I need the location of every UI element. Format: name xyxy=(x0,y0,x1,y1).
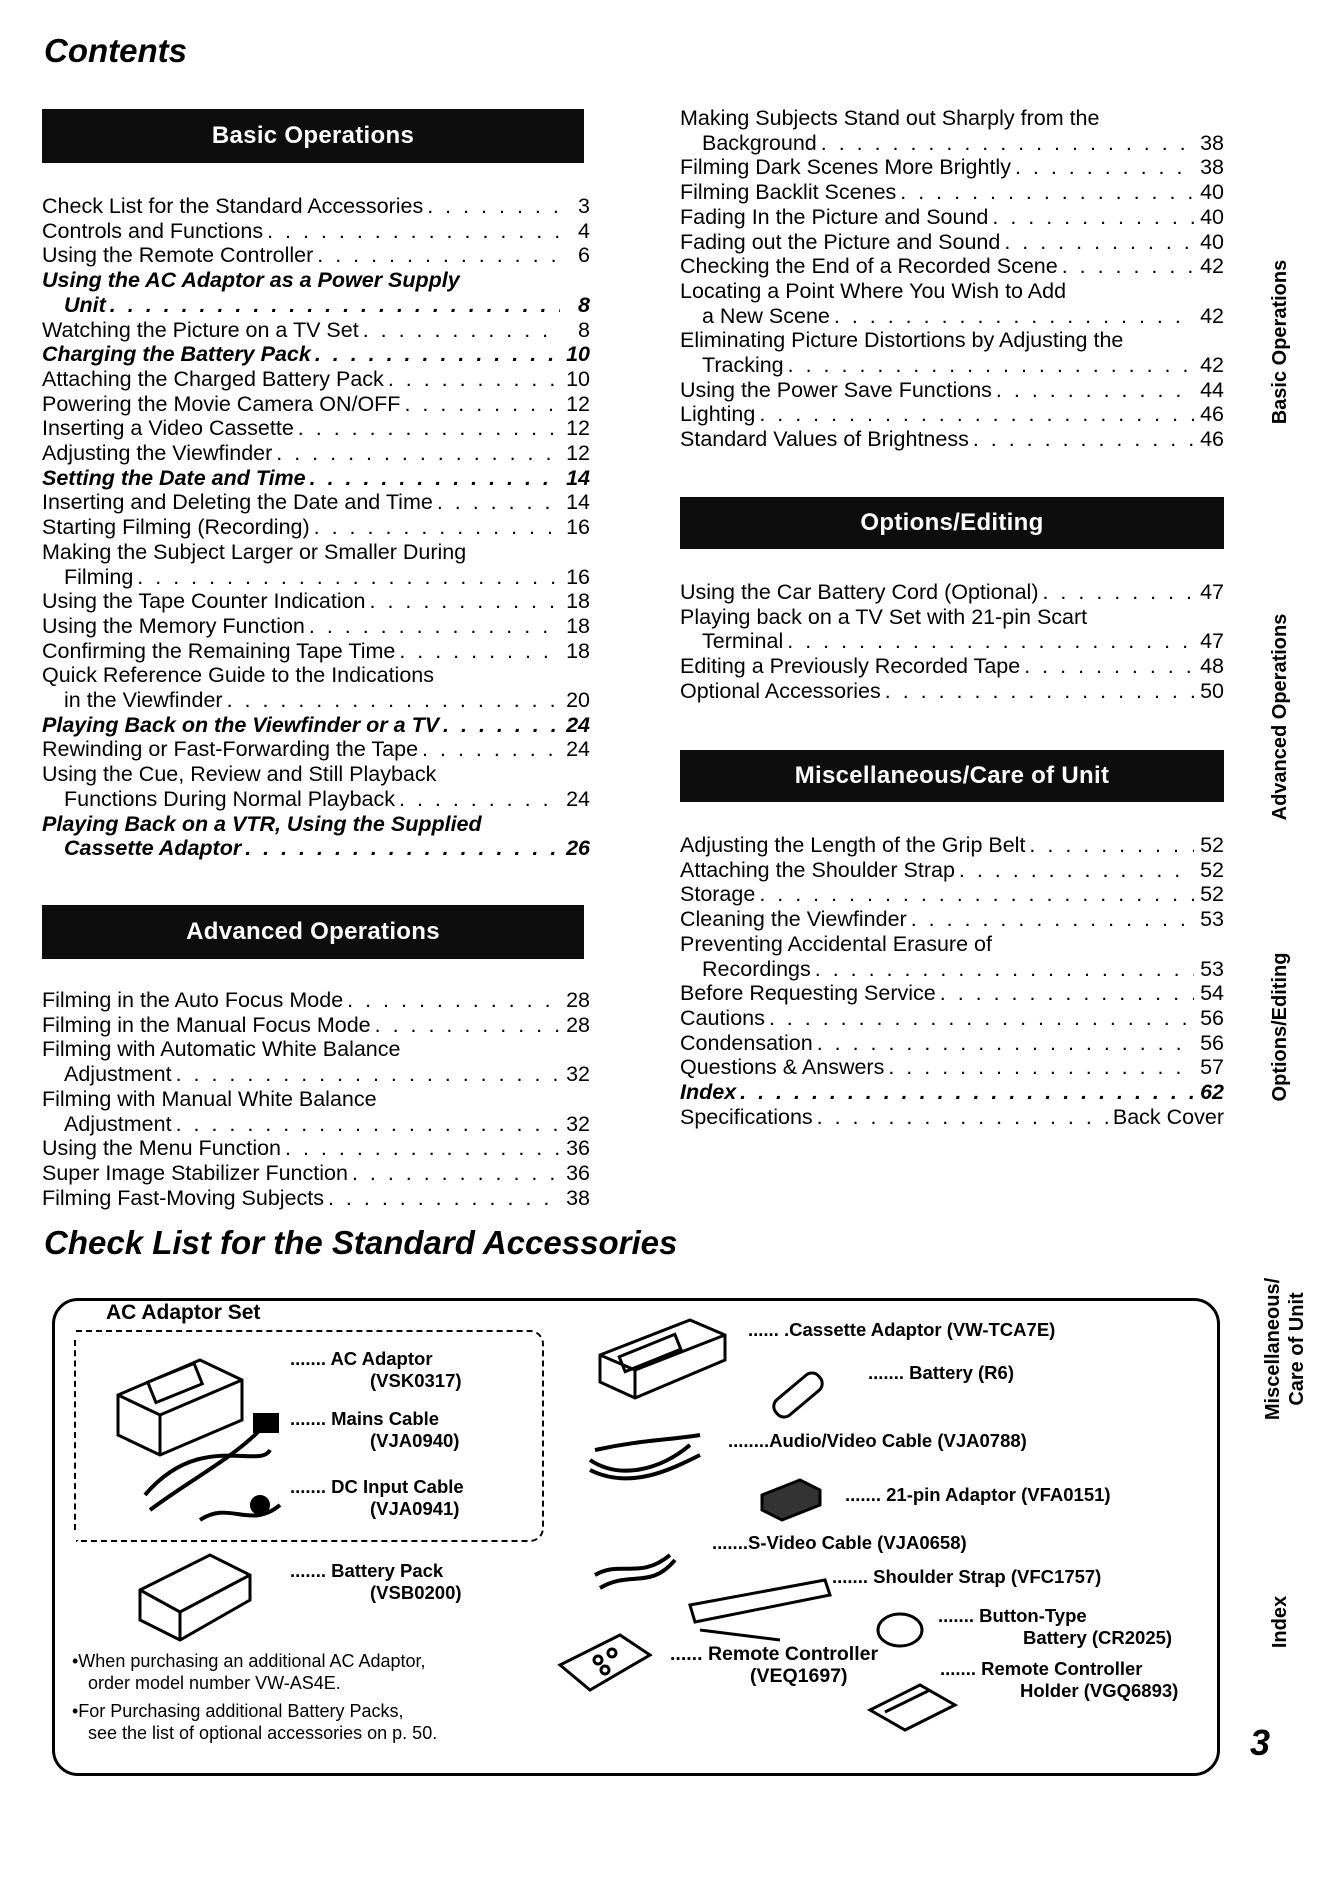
toc-page: 40 xyxy=(1200,204,1224,229)
ac-adaptor-icon xyxy=(118,1360,242,1455)
toc-entry-title: Editing a Previously Recorded Tape xyxy=(680,654,1021,679)
note-ac-adaptor xyxy=(72,1650,426,1694)
toc-page: 38 xyxy=(1200,155,1224,180)
toc-page: 14 xyxy=(566,490,590,515)
toc-entry-title: Condensation xyxy=(680,1030,813,1055)
toc-entry-title: Attaching the Shoulder Strap xyxy=(680,857,955,882)
toc-page: 38 xyxy=(566,1185,590,1210)
toc-entry-title: Using the Remote Controller xyxy=(42,243,314,268)
toc-entry-title: Check List for the Standard Accessories xyxy=(42,194,424,218)
toc-entry-cont: Background xyxy=(702,130,817,155)
checklist-title: Check List for the Standard Accessories xyxy=(44,1224,678,1261)
toc-entry-title: Checking the End of a Recorded Scene xyxy=(680,254,1058,279)
note-ac-line2: order model number VW-AS4E. xyxy=(88,1673,341,1693)
toc-entry-cont: Functions During Normal Playback xyxy=(64,786,395,811)
toc-page: 18 xyxy=(566,613,590,638)
toc-entry-title: Using the Menu Function xyxy=(42,1136,282,1161)
battery-pack-icon xyxy=(140,1555,250,1640)
toc-page: 53 xyxy=(1200,956,1224,981)
remote-holder-label: ....... Remote Controller Holder (VGQ6893) xyxy=(940,1658,1179,1701)
toc-entry-title: Eliminating Picture Distortions by Adjusting the xyxy=(680,328,1124,353)
section-heading-misc: Miscellaneous/Care of Unit xyxy=(794,762,1110,789)
note-bp-line1: •For Purchasing additional Battery Packs, xyxy=(72,1701,404,1721)
toc-page: 26 xyxy=(566,836,590,861)
toc-entry-title: Controls and Functions xyxy=(42,218,264,243)
toc-entry-title: Charging the Battery Pack xyxy=(42,342,311,367)
toc-entry-title: Fading out the Picture and Sound xyxy=(680,229,1001,254)
toc-entry-cont: Terminal xyxy=(702,629,784,654)
section-heading-basic: Basic Operations xyxy=(211,122,415,149)
toc-page: 18 xyxy=(566,638,590,663)
svideo-cable-text: S-Video Cable (VJA0658) xyxy=(747,1532,967,1553)
button-battery-label: ....... Button-Type Battery (CR2025) xyxy=(938,1605,1173,1648)
cassette-adaptor-label: ...... .Cassette Adaptor (VW-TCA7E) xyxy=(748,1319,1056,1340)
toc-entry-title: Watching the Picture on a TV Set xyxy=(42,317,359,342)
toc-entry-title: Filming Backlit Scenes xyxy=(680,180,897,205)
toc-entry-title: Using the Cue, Review and Still Playback xyxy=(42,762,437,787)
remote-holder-line2: Holder (VGQ6893) xyxy=(1020,1680,1179,1701)
toc-page: 53 xyxy=(1200,907,1224,932)
toc-page: 38 xyxy=(1200,130,1224,155)
av-cable-text: Audio/Video Cable (VJA0788) xyxy=(769,1430,1027,1451)
toc-entry-title: Cautions xyxy=(680,1005,765,1030)
side-tab-options: Options/Editing xyxy=(1269,952,1291,1102)
toc-page: 16 xyxy=(566,564,590,589)
toc-entry-title: Cleaning the Viewfinder xyxy=(680,907,907,932)
mains-cable-name: Mains Cable xyxy=(331,1408,440,1429)
button-battery-line2: Battery (CR2025) xyxy=(1023,1627,1173,1648)
dc-cable-name: DC Input Cable xyxy=(331,1476,464,1497)
toc-page: 24 xyxy=(566,712,590,737)
toc-entry-title: Playing Back on a VTR, Using the Supplied xyxy=(42,811,482,836)
toc-entry-title: Confirming the Remaining Tape Time xyxy=(42,638,396,663)
dc-cable-label: ....... DC Input Cable (VJA0941) xyxy=(290,1476,464,1519)
pin-adaptor-icon xyxy=(762,1480,820,1520)
toc-page: 56 xyxy=(1200,1005,1224,1030)
shoulder-strap-label: ....... Shoulder Strap (VFC1757) xyxy=(832,1566,1102,1587)
toc-entry-title: Playing back on a TV Set with 21-pin Scart xyxy=(680,604,1088,629)
pin-adaptor-text: 21-pin Adaptor (VFA0151) xyxy=(886,1484,1111,1505)
toc-page: 8 xyxy=(578,292,590,317)
toc-page: 50 xyxy=(1200,678,1224,703)
toc-entry-cont: Filming xyxy=(64,564,134,589)
toc-page: 36 xyxy=(566,1160,590,1185)
toc-entry-title: Rewinding or Fast-Forwarding the Tape xyxy=(42,737,419,762)
toc-entry-title: Using the Car Battery Cord (Optional) xyxy=(680,580,1039,604)
toc-entry-cont: Tracking xyxy=(702,353,784,378)
toc-entry-title: Inserting a Video Cassette xyxy=(42,416,294,441)
battery-r6-text: Battery (R6) xyxy=(909,1362,1014,1383)
toc-page: 6 xyxy=(578,243,590,268)
toc-entry-title: Filming in the Manual Focus Mode xyxy=(42,1012,371,1037)
toc-page: 32 xyxy=(566,1062,590,1087)
toc-entry-title: Adjusting the Length of the Grip Belt xyxy=(680,833,1026,857)
dc-input-cable-icon xyxy=(200,1497,280,1520)
toc-entry-title: Fading In the Picture and Sound xyxy=(680,204,989,229)
side-tab-misc-line2: Care of Unit xyxy=(1286,1292,1308,1406)
toc-entry-cont: a New Scene xyxy=(702,303,830,328)
toc-page: 52 xyxy=(1200,882,1224,907)
toc-entry-title: Making the Subject Larger or Smaller During xyxy=(42,539,467,564)
cassette-adaptor-icon xyxy=(600,1320,725,1398)
toc-page: 36 xyxy=(566,1136,590,1161)
toc-page: 28 xyxy=(566,1012,590,1037)
toc-entry-title: Adjusting the Viewfinder xyxy=(42,441,273,466)
dc-cable-code: (VJA0941) xyxy=(370,1498,460,1519)
toc-page: 28 xyxy=(566,988,590,1012)
toc-page: 57 xyxy=(1200,1055,1224,1080)
toc-page: 12 xyxy=(566,441,590,466)
toc-entry-title: Questions & Answers xyxy=(680,1055,885,1080)
toc-entry-title: Using the Power Save Functions xyxy=(680,377,992,402)
toc-page: 62 xyxy=(1200,1080,1224,1105)
toc-entry-title: Using the Memory Function xyxy=(42,613,305,638)
toc-entry-title: Quick Reference Guide to the Indications xyxy=(42,663,434,688)
toc-entry-title: Filming in the Auto Focus Mode xyxy=(42,988,344,1012)
toc-entry-cont: Unit xyxy=(64,292,106,317)
toc-entry-title: Filming Dark Scenes More Brightly xyxy=(680,155,1011,180)
toc-page: 46 xyxy=(1200,402,1224,427)
remote-controller-icon xyxy=(560,1635,650,1690)
toc-page: 24 xyxy=(566,786,590,811)
mains-cable-code: (VJA0940) xyxy=(370,1430,460,1451)
toc-page: 52 xyxy=(1200,833,1224,857)
battery-pack-label: ....... Battery Pack (VSB0200) xyxy=(290,1560,462,1603)
toc-page: 42 xyxy=(1200,254,1224,279)
toc-page: 46 xyxy=(1200,427,1224,452)
toc-entry-title: Locating a Point Where You Wish to Add xyxy=(680,278,1067,303)
note-bp-line2: see the list of optional accessories on p. 50. xyxy=(88,1723,438,1743)
battery-r6-label: ....... Battery (R6) xyxy=(868,1362,1014,1383)
battery-r6-icon xyxy=(770,1369,826,1420)
side-tab-advanced: Advanced Operations xyxy=(1269,613,1291,821)
button-battery-line1: Button-Type xyxy=(979,1605,1087,1626)
mains-cable-label: ....... Mains Cable (VJA0940) xyxy=(290,1408,460,1451)
toc-page: 42 xyxy=(1200,303,1224,328)
toc-page: 48 xyxy=(1200,654,1224,679)
toc-page: 8 xyxy=(578,317,590,342)
toc-entry-title: Specifications xyxy=(680,1104,813,1129)
page-title: Contents xyxy=(44,32,187,69)
toc-entry-title: Playing Back on the Viewfinder or a TV xyxy=(42,712,440,737)
toc-page: 40 xyxy=(1200,229,1224,254)
pin-adaptor-label: ....... 21-pin Adaptor (VFA0151) xyxy=(845,1484,1111,1505)
toc-entry-title: Filming Fast-Moving Subjects xyxy=(42,1185,324,1210)
ac-adaptor-code: (VSK0317) xyxy=(370,1370,462,1391)
toc-page: 12 xyxy=(566,391,590,416)
toc-page: 10 xyxy=(566,342,590,367)
toc-page: 3 xyxy=(578,194,590,218)
toc-page: 40 xyxy=(1200,180,1224,205)
remote-code: (VEQ1697) xyxy=(750,1665,848,1687)
battery-pack-code: (VSB0200) xyxy=(370,1582,462,1603)
ac-adaptor-label: ....... AC Adaptor (VSK0317) xyxy=(290,1348,462,1391)
toc-entry-title: Storage xyxy=(680,882,756,907)
section-heading-options: Options/Editing xyxy=(860,509,1044,536)
toc-entry-title: Filming with Automatic White Balance xyxy=(42,1037,401,1062)
ac-adaptor-name: AC Adaptor xyxy=(330,1348,433,1369)
toc-page: 47 xyxy=(1200,629,1224,654)
page-number: 3 xyxy=(1249,1722,1270,1763)
remote-name: Remote Controller xyxy=(707,1643,879,1665)
toc-entry-cont: Adjustment xyxy=(64,1062,172,1087)
side-tab-index: Index xyxy=(1269,1595,1291,1649)
toc-entry-title: Index xyxy=(680,1080,737,1105)
toc-page: 42 xyxy=(1200,353,1224,378)
toc-entry-title: Using the AC Adaptor as a Power Supply xyxy=(42,268,460,293)
svideo-cable-label: .......S-Video Cable (VJA0658) xyxy=(712,1532,967,1553)
toc-page: 54 xyxy=(1200,981,1224,1006)
shoulder-strap-icon xyxy=(690,1580,830,1640)
toc-entry-title: Using the Tape Counter Indication xyxy=(42,589,366,614)
toc-entry-title: Standard Values of Brightness xyxy=(680,427,969,452)
remote-holder-line1: Remote Controller xyxy=(981,1658,1143,1679)
svideo-cable-icon xyxy=(595,1555,675,1588)
section-heading-advanced: Advanced Operations xyxy=(186,918,440,945)
toc-page: 20 xyxy=(566,688,590,713)
toc-entry-title: Inserting and Deleting the Date and Time xyxy=(42,490,433,515)
toc-page: 12 xyxy=(566,416,590,441)
side-tab-misc-line1: Miscellaneous/ xyxy=(1262,1277,1284,1421)
remote-label: ...... Remote Controller (VEQ1697) xyxy=(670,1643,879,1687)
shoulder-strap-text: Shoulder Strap (VFC1757) xyxy=(873,1566,1102,1587)
note-ac-line1: •When purchasing an additional AC Adaptor, xyxy=(72,1651,426,1671)
toc-entry-title: Filming with Manual White Balance xyxy=(42,1086,377,1111)
toc-page: 18 xyxy=(566,589,590,614)
toc-page: 32 xyxy=(566,1111,590,1136)
toc-entry-title: Starting Filming (Recording) xyxy=(42,515,310,540)
toc-entry-title: Attaching the Charged Battery Pack xyxy=(42,366,384,391)
toc-entry-cont: Recordings xyxy=(702,956,811,981)
toc-page: Back Cover xyxy=(1112,1104,1224,1129)
toc-page: 10 xyxy=(566,366,590,391)
toc-page: 56 xyxy=(1200,1030,1224,1055)
button-battery-icon xyxy=(878,1614,922,1646)
toc-page: 44 xyxy=(1200,377,1224,402)
toc-entry-title: Making Subjects Stand out Sharply from the xyxy=(680,106,1100,130)
toc-entry-title: Preventing Accidental Erasure of xyxy=(680,931,992,956)
ac-set-label: AC Adaptor Set xyxy=(106,1301,261,1324)
toc-entry-cont: Cassette Adaptor xyxy=(64,836,242,861)
toc-page: 24 xyxy=(566,737,590,762)
toc-page: 52 xyxy=(1200,857,1224,882)
toc-entry-cont: Adjustment xyxy=(64,1111,172,1136)
note-battery-packs xyxy=(72,1700,437,1744)
av-cable-icon xyxy=(590,1435,700,1478)
toc-entry-title: Setting the Date and Time xyxy=(42,465,306,490)
toc-entry-title: Lighting xyxy=(680,402,756,427)
toc-page: 16 xyxy=(566,515,590,540)
toc-page: 4 xyxy=(578,218,590,243)
battery-pack-name: Battery Pack xyxy=(331,1560,444,1581)
toc-entry-title: Powering the Movie Camera ON/OFF xyxy=(42,391,401,416)
cassette-adaptor-text: Cassette Adaptor (VW-TCA7E) xyxy=(789,1319,1056,1340)
toc-entry-title: Super Image Stabilizer Function xyxy=(42,1160,348,1185)
toc-page: 14 xyxy=(566,465,590,490)
toc-entry-cont: in the Viewfinder xyxy=(64,688,223,713)
av-cable-label: ........Audio/Video Cable (VJA0788) xyxy=(728,1430,1027,1451)
toc-page: 47 xyxy=(1200,580,1224,604)
side-tab-basic: Basic Operations xyxy=(1269,259,1291,425)
toc-entry-title: Before Requesting Service xyxy=(680,981,936,1006)
toc-entry-title: Optional Accessories xyxy=(680,678,881,703)
